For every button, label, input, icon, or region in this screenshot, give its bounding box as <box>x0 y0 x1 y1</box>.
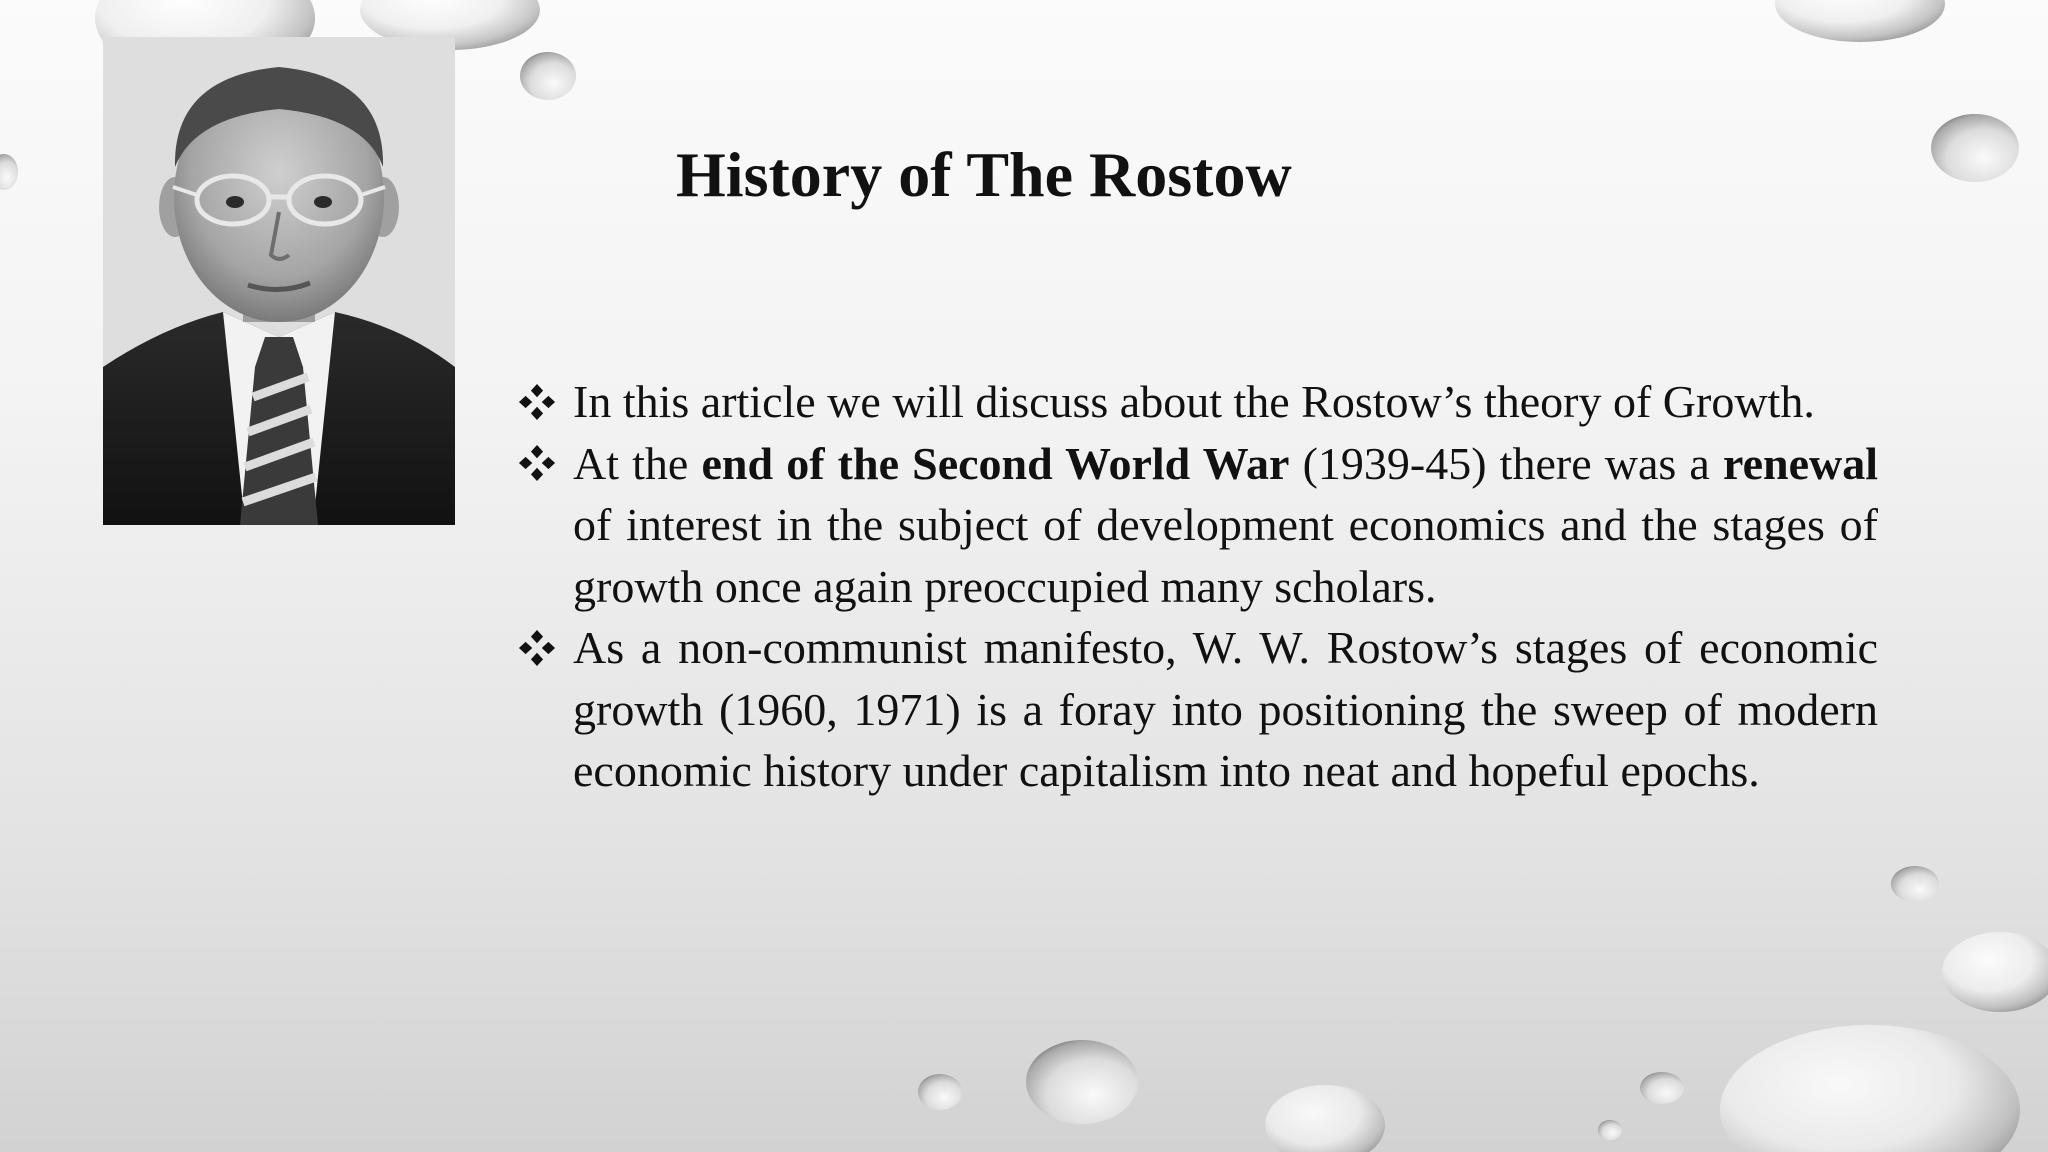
four-diamond-bullet-icon <box>518 617 573 679</box>
bullet-text-segment: In this article we will discuss about the Rostow’s theory of Growth. <box>573 376 1815 427</box>
bullet-item <box>518 433 1878 618</box>
person-portrait-icon <box>103 37 455 525</box>
portrait-photo <box>103 37 455 525</box>
bullet-text <box>573 371 1878 433</box>
four-diamond-bullet-icon <box>518 371 573 433</box>
bullet-text-segment: At the <box>573 437 702 489</box>
bullet-bold-segment: renewal <box>1723 437 1879 489</box>
four-diamond-bullet-icon <box>518 433 573 495</box>
bullet-text <box>573 433 1878 618</box>
bullet-text-segment: of interest in the subject of development economics and the stages of growth once again preoccupied many scholars. <box>573 499 1878 612</box>
bullet-list <box>518 371 1878 802</box>
bullet-text-segment: (1939-45) there was a <box>1289 437 1723 489</box>
bullet-item <box>518 617 1878 802</box>
bullet-item <box>518 371 1878 433</box>
slide-title: History of The Rostow <box>676 139 1292 210</box>
bullet-text-segment: As a non-communist manifesto, W. W. Rostow’s stages of economic growth (1960, 1971) is a foray into positioning the sweep of modern economic history under capitalism into neat and hopeful epochs. <box>573 622 1878 796</box>
bullet-bold-segment: end of the Second World War <box>701 437 1290 489</box>
bullet-text <box>573 617 1878 802</box>
